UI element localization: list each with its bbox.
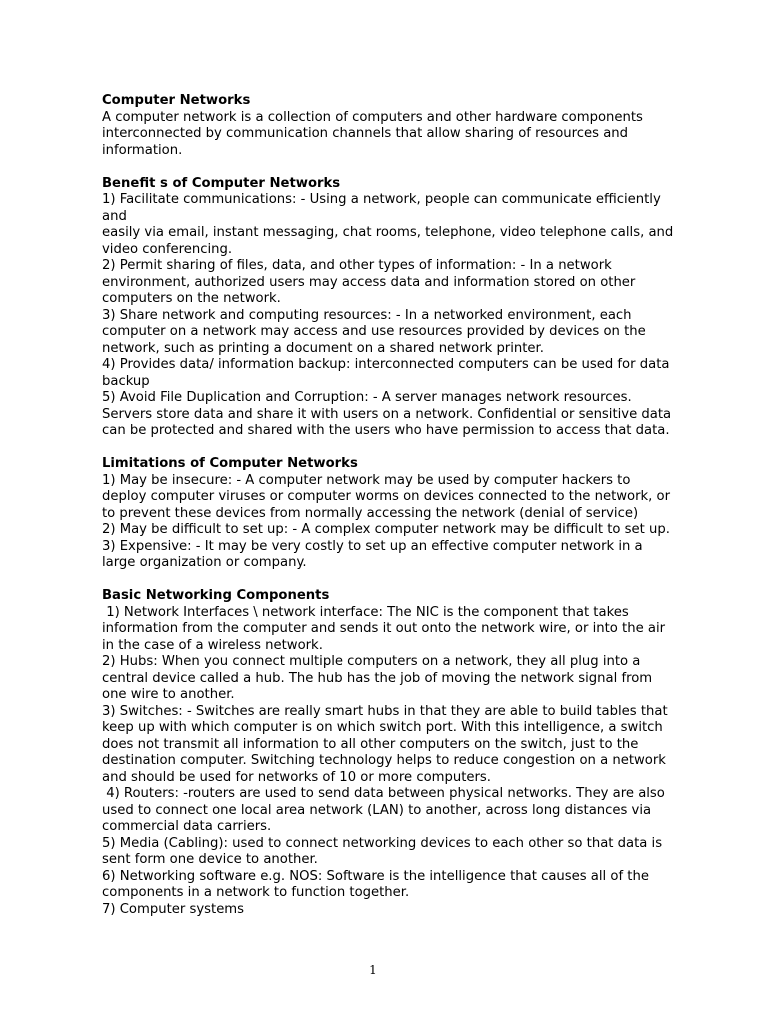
paragraph-line: keep up with which computer is on which switch port. With this intelligence, a switch: [102, 720, 663, 735]
paragraph-line: 1) May be insecure: - A computer network may be used by computer hackers to: [102, 472, 631, 488]
paragraph-line: components in a network to function together.: [102, 885, 410, 900]
paragraph-line: large organization or company.: [102, 555, 307, 570]
paragraph-line: 1) Facilitate communications: - Using a network, people can communicate efficiently: [102, 192, 661, 207]
paragraph-line: 4) Routers: -routers are used to send data between physical networks. They are also: [102, 786, 665, 801]
paragraph-line: 2) May be difficult to set up: - A complex computer network may be difficult to set up.: [102, 522, 670, 537]
section-heading: Computer Networks: [102, 93, 251, 108]
paragraph-line: 1) Network Interfaces \ network interface: The NIC is the component that takes: [102, 604, 629, 620]
paragraph-line: 3) Share network and computing resources: - In a networked environment, each: [102, 307, 632, 323]
paragraph-line: A computer network is a collection of computers and other hardware components: [102, 109, 643, 125]
paragraph-line: interconnected by communication channels that allow sharing of resources and: [102, 126, 629, 141]
section-computer-networks: [102, 93, 712, 159]
paragraph-line: computer on a network may access and use resources provided by devices on the: [102, 324, 646, 339]
section-heading: Benefit s of Computer Networks: [102, 175, 341, 191]
paragraph-line: one wire to another.: [102, 687, 235, 702]
paragraph-line: in the case of a wireless network.: [102, 637, 323, 653]
paragraph-line: computers on the network.: [102, 291, 281, 306]
paragraph-line: 2) Permit sharing of files, data, and other types of information: - In a network: [102, 258, 612, 273]
page-number: 1: [369, 963, 377, 977]
paragraph-line: 3) Switches: - Switches are really smart hubs in that they are able to build tables that: [102, 703, 668, 719]
paragraph-line: video conferencing.: [102, 241, 233, 257]
paragraph-line: to prevent these devices from normally accessing the network (denial of service): [102, 505, 639, 521]
paragraph-line: 4) Provides data/ information backup: interconnected computers can be used for data: [102, 357, 670, 372]
paragraph-line: deploy computer viruses or computer worms on devices connected to the network, or: [102, 489, 671, 504]
paragraph-line: sent form one device to another.: [102, 852, 318, 867]
paragraph-line: environment, authorized users may access data and information stored on other: [102, 274, 636, 290]
paragraph-gap: [102, 159, 712, 176]
paragraph-line: 5) Avoid File Duplication and Corruption: - A server manages network resources.: [102, 390, 632, 405]
paragraph-line: 3) Expensive: - It may be very costly to set up an effective computer network in a: [102, 538, 643, 554]
section-heading: Limitations of Computer Networks: [102, 456, 358, 471]
paragraph-gap: [102, 440, 712, 457]
section-limitations: [102, 456, 712, 572]
paragraph-line: 7) Computer systems: [102, 901, 245, 917]
paragraph-line: and should be used for networks of 10 or more computers.: [102, 769, 491, 785]
paragraph-line: destination computer. Switching technology helps to reduce congestion on a network: [102, 753, 666, 768]
paragraph-line: 2) Hubs: When you connect multiple computers on a network, they all plug into a: [102, 654, 641, 669]
paragraph-line: easily via email, instant messaging, chat rooms, telephone, video telephone calls, and: [102, 225, 674, 240]
paragraph-line: can be protected and shared with the users who have permission to access that data.: [102, 423, 670, 438]
section-benefits: [102, 176, 712, 440]
paragraph-line: backup: [102, 373, 150, 389]
section-components: [102, 588, 712, 918]
paragraph-line: commercial data carriers.: [102, 819, 272, 834]
section-heading: Basic Networking Components: [102, 588, 330, 603]
paragraph-line: used to connect one local area network (LAN) to another, across long distances via: [102, 802, 652, 818]
paragraph-line: information from the computer and sends it out onto the network wire, or into the air: [102, 621, 666, 636]
paragraph-line: Servers store data and share it with users on a network. Confidential or sensitive data: [102, 406, 672, 422]
paragraph-line: 5) Media (Cabling): used to connect networking devices to each other so that data is: [102, 835, 663, 851]
paragraph-line: does not transmit all information to all other computers on the switch, just to the: [102, 736, 639, 752]
paragraph-line: central device called a hub. The hub has the job of moving the network signal from: [102, 670, 653, 686]
paragraph-gap: [102, 572, 712, 589]
document-body: [102, 93, 712, 918]
paragraph-line: and: [102, 208, 127, 224]
paragraph-line: network, such as printing a document on a shared network printer.: [102, 340, 544, 356]
paragraph-line: 6) Networking software e.g. NOS: Software is the intelligence that causes all of the: [102, 868, 649, 884]
paragraph-line: information.: [102, 142, 183, 158]
